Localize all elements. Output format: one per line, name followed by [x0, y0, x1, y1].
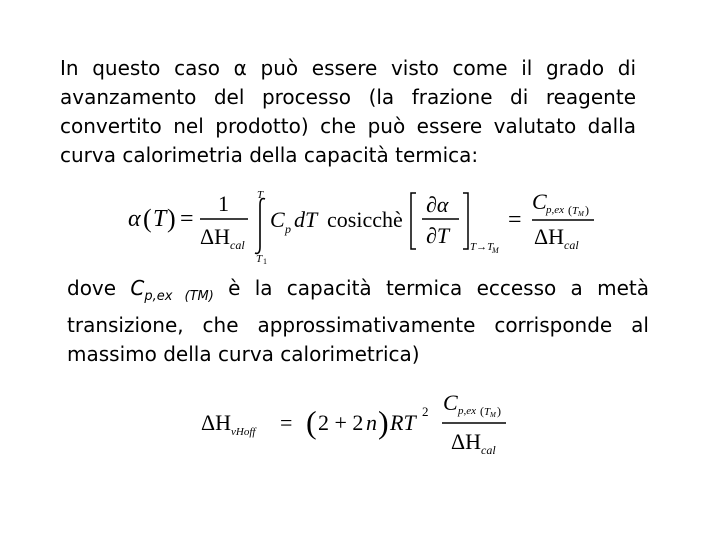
eq1-rhs-tm-rparen: ): [585, 203, 589, 217]
eq2-equals: =: [280, 410, 293, 435]
eq1-integrand-sub: p: [285, 222, 291, 236]
definition-text-start: dove: [67, 276, 131, 300]
eq1-rhs-sub: p,ex: [546, 204, 565, 216]
eq1-rhs-tm-T: T: [572, 205, 579, 217]
eq2-RT: RT: [390, 410, 416, 435]
equation-alpha-definition: [128, 185, 598, 265]
eq2-num-C: C: [443, 390, 458, 415]
eq2-tm-sub: M: [490, 411, 496, 419]
eq2-tm-lparen: (: [480, 404, 484, 418]
eq1-rhs-tm-sub: M: [578, 210, 584, 218]
eq1-equals2: =: [508, 207, 522, 233]
eq1-rhs-den-delta: ΔH: [534, 224, 565, 249]
right-bracket-icon: [463, 193, 468, 249]
eq1-frac-den-delta: ΔH: [200, 224, 231, 249]
eq2-lhs-delta: ΔH: [201, 410, 232, 435]
eq2-tm-T: T: [484, 406, 491, 418]
eq2-num-sub: p,ex: [458, 405, 477, 417]
eq1-equals: =: [180, 206, 194, 232]
left-bracket-icon: [411, 193, 416, 249]
eq1-deriv-eval: T→T: [470, 241, 494, 253]
intro-paragraph: [60, 54, 636, 170]
eq1-rparen: ): [167, 204, 176, 233]
definition-paragraph: [67, 274, 649, 369]
eq1-int-lower: T: [256, 253, 263, 265]
eq1-frac-numerator: 1: [218, 191, 229, 216]
eq1-deriv-num: ∂α: [426, 192, 449, 217]
eq2-lparen: (: [306, 404, 317, 440]
definition-text-end: è la capacità termica eccesso a metà transizione, che approssimativamente corrisponde al massimo della curva calorimetrica): [67, 276, 649, 366]
eq1-deriv-den: ∂T: [426, 223, 450, 248]
eq1-lparen: (: [143, 204, 152, 233]
eq1-connector: cosicchè: [327, 207, 403, 232]
eq2-sum: 2 + 2: [318, 410, 364, 435]
eq1-integrand-C: C: [270, 207, 285, 232]
cp-subscript: p,ex (TM): [144, 289, 214, 304]
eq2-rparen: ): [378, 404, 389, 440]
eq2-tm-rparen: ): [497, 404, 501, 418]
eq1-integrand-dT: dT: [294, 207, 318, 232]
eq1-rhs-C: C: [532, 189, 547, 214]
cp-symbol: C: [130, 276, 145, 300]
eq1-int-upper: T: [257, 189, 264, 201]
equation-van-t-hoff: [196, 378, 536, 464]
eq2-lhs-sub: vHoff: [231, 426, 256, 438]
eq2-den-delta: ΔH: [451, 429, 482, 454]
eq1-frac-den-sub: cal: [230, 238, 245, 252]
eq1-T: T: [153, 206, 167, 232]
eq1-int-lower-sub: 1: [263, 257, 267, 265]
eq2-den-sub: cal: [481, 443, 496, 457]
eq1-rhs-tm-lparen: (: [568, 203, 572, 217]
intro-text-start: In questo caso: [60, 56, 234, 80]
eq2-n: n: [366, 410, 377, 435]
eq1-alpha: α: [128, 206, 141, 232]
integral-sign-icon: [255, 199, 265, 254]
alpha-symbol: α: [233, 56, 247, 80]
intro-text-end: può essere visto come il grado di avanzamento del processo (la frazione di reagente convertito nel prodotto) che può essere valutato dalla curva calorimetria della capacità termica:: [60, 56, 637, 167]
eq1-deriv-eval-sub: M: [492, 246, 499, 255]
eq2-exponent: 2: [422, 404, 429, 419]
eq1-rhs-den-sub: cal: [564, 238, 579, 252]
